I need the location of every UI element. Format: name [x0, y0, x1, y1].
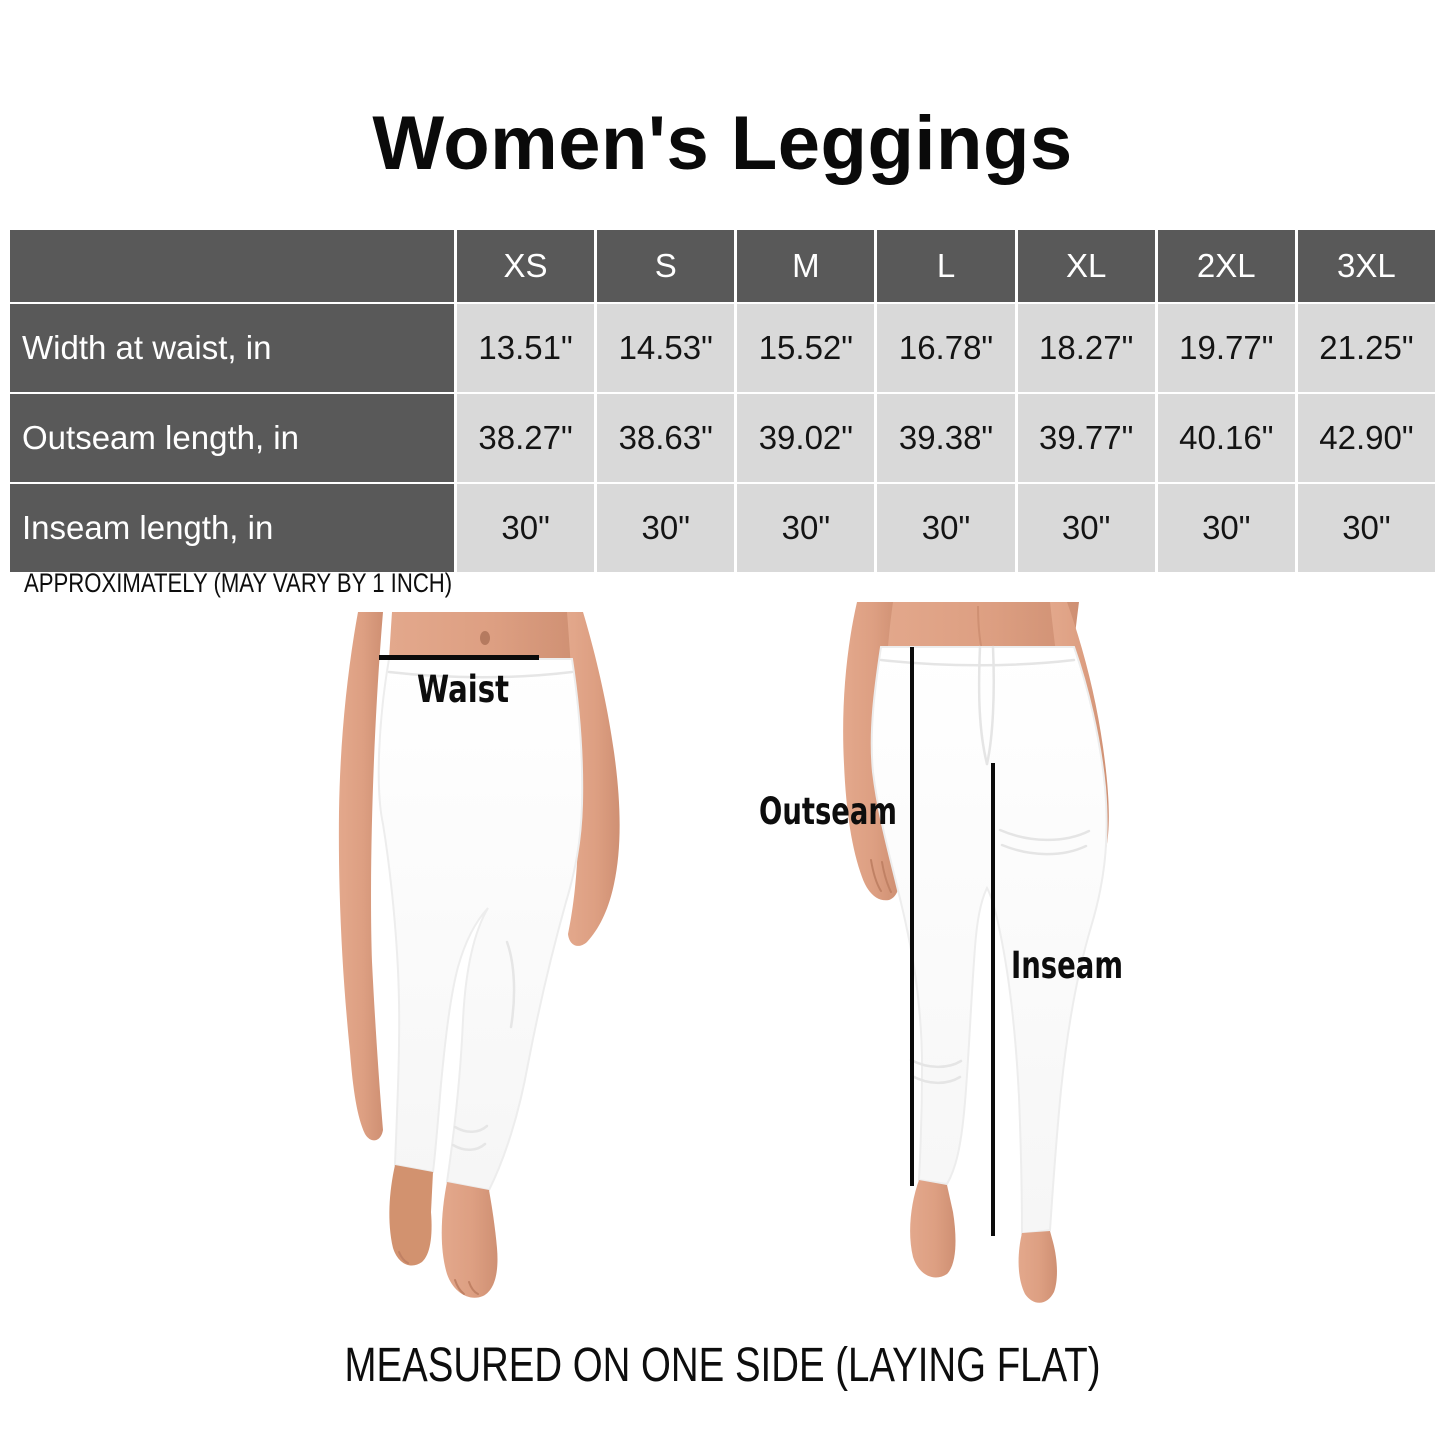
column-header-xs: XS [457, 230, 594, 302]
front-leggings [379, 659, 582, 1190]
row-label-inseam-length: Inseam length, in [10, 484, 454, 572]
value-waist-xl: 18.27" [1018, 304, 1155, 392]
value-inseam-s: 30" [597, 484, 734, 572]
inseam-measure-line [991, 763, 995, 1236]
table-corner-cell [10, 230, 454, 302]
value-outseam-xs: 38.27" [457, 394, 594, 482]
value-inseam-2xl: 30" [1158, 484, 1295, 572]
value-inseam-xs: 30" [457, 484, 594, 572]
column-header-m: M [737, 230, 874, 302]
row-label-width-at-waist: Width at waist, in [10, 304, 454, 392]
column-header-s: S [597, 230, 734, 302]
front-front-foot [442, 1182, 498, 1298]
value-waist-xs: 13.51" [457, 304, 594, 392]
back-torso-skin [877, 602, 1079, 647]
front-rear-foot [389, 1165, 433, 1266]
value-outseam-s: 38.63" [597, 394, 734, 482]
waist-label: Waist [417, 668, 509, 711]
value-outseam-xl: 39.77" [1018, 394, 1155, 482]
value-waist-s: 14.53" [597, 304, 734, 392]
value-waist-m: 15.52" [737, 304, 874, 392]
value-outseam-3xl: 42.90" [1298, 394, 1435, 482]
column-header-2xl: 2XL [1158, 230, 1295, 302]
value-inseam-3xl: 30" [1298, 484, 1435, 572]
front-view-photo [295, 612, 705, 1307]
outseam-measure-line [910, 647, 914, 1186]
inseam-label: Inseam [1011, 944, 1123, 987]
value-inseam-xl: 30" [1018, 484, 1155, 572]
front-torso-skin [389, 612, 577, 659]
size-chart-table [10, 230, 1435, 572]
value-outseam-2xl: 40.16" [1158, 394, 1295, 482]
value-inseam-l: 30" [877, 484, 1014, 572]
waist-measure-line [379, 655, 539, 660]
column-header-3xl: 3XL [1298, 230, 1435, 302]
row-label-outseam-length: Outseam length, in [10, 394, 454, 482]
front-left-arm [339, 612, 383, 1140]
value-outseam-m: 39.02" [737, 394, 874, 482]
page-title: Women's Leggings [372, 101, 1073, 186]
value-outseam-l: 39.38" [877, 394, 1014, 482]
back-leggings [872, 647, 1107, 1234]
back-view-photo [745, 602, 1205, 1314]
value-waist-3xl: 21.25" [1298, 304, 1435, 392]
back-left-heel [910, 1180, 955, 1277]
column-header-xl: XL [1018, 230, 1155, 302]
measurement-method-note: MEASURED ON ONE SIDE (LAYING FLAT) [344, 1339, 1101, 1392]
value-waist-l: 16.78" [877, 304, 1014, 392]
value-inseam-m: 30" [737, 484, 874, 572]
approximation-note: APPROXIMATELY (MAY VARY BY 1 INCH) [24, 568, 453, 598]
value-waist-2xl: 19.77" [1158, 304, 1295, 392]
column-header-l: L [877, 230, 1014, 302]
outseam-label: Outseam [759, 790, 897, 833]
back-right-heel [1019, 1231, 1057, 1303]
navel [480, 631, 490, 645]
